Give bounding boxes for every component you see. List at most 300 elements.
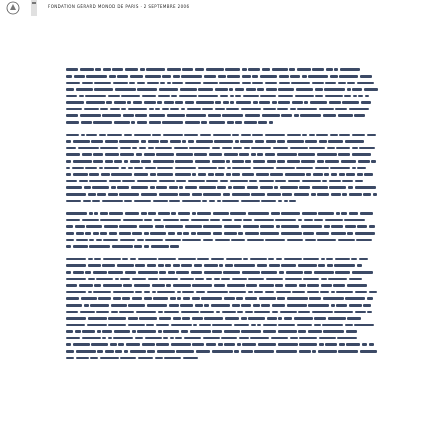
text-word (189, 147, 210, 150)
text-word (66, 75, 72, 78)
text-word (120, 147, 131, 150)
text-word (145, 337, 162, 340)
text-word (360, 75, 372, 78)
text-word (245, 311, 253, 314)
text-word (331, 232, 346, 235)
text-word (229, 88, 233, 91)
text-word (106, 101, 112, 104)
text-word (334, 68, 338, 71)
text-word (345, 140, 364, 143)
text-word (258, 121, 267, 124)
text-word (159, 271, 166, 274)
text-word (279, 75, 289, 78)
text-word (233, 186, 245, 189)
text-word (160, 140, 168, 143)
text-word (157, 350, 175, 353)
text-word (247, 239, 264, 242)
text-word (284, 200, 288, 203)
text-word (183, 232, 189, 235)
text-word (241, 108, 261, 111)
text-word (319, 343, 324, 346)
text-word (66, 173, 71, 176)
text-word (259, 284, 274, 287)
text-word (146, 324, 154, 327)
text-word (73, 173, 88, 176)
text-word (204, 264, 218, 267)
text-word (349, 193, 362, 196)
text-word (298, 311, 310, 314)
text-word (130, 258, 136, 261)
text-word (221, 337, 237, 340)
text-line (66, 231, 380, 238)
text-word (352, 134, 365, 137)
text-line (66, 146, 380, 153)
text-word (74, 75, 85, 78)
text-word (314, 324, 321, 327)
text-word (319, 140, 327, 143)
text-word (76, 232, 84, 235)
text-word (369, 225, 375, 228)
text-word (245, 232, 259, 235)
text-word (216, 311, 220, 314)
text-word (302, 212, 317, 215)
text-word (111, 173, 132, 176)
text-word (182, 140, 186, 143)
text-word (290, 337, 298, 340)
text-word (346, 330, 357, 333)
text-word (137, 82, 145, 85)
text-word (112, 245, 133, 248)
text-word (108, 324, 126, 327)
text-word (232, 160, 244, 163)
text-word (125, 271, 136, 274)
text-word (195, 160, 210, 163)
text-word (234, 350, 239, 353)
text-word (267, 160, 276, 163)
text-word (224, 343, 235, 346)
text-word (312, 68, 324, 71)
text-word (312, 311, 333, 314)
text-word (153, 297, 168, 300)
text-word (100, 357, 119, 360)
text-word (278, 330, 297, 333)
text-word (271, 337, 288, 340)
text-word (112, 68, 123, 71)
text-word (145, 167, 156, 170)
text-word (138, 258, 157, 261)
text-word (80, 68, 94, 71)
text-word (326, 68, 333, 71)
text-line (66, 107, 380, 114)
text-line (66, 289, 380, 296)
text-word (285, 284, 297, 287)
text-word (100, 232, 107, 235)
text-word (281, 212, 300, 215)
text-word (117, 186, 129, 189)
text-line (66, 217, 380, 224)
text-word (338, 82, 346, 85)
text-line (66, 165, 380, 172)
text-word (303, 232, 314, 235)
text-word (290, 75, 300, 78)
text-word (128, 304, 145, 307)
text-word (222, 311, 236, 314)
text-word (157, 291, 175, 294)
text-word (66, 225, 73, 228)
text-word (213, 232, 222, 235)
text-word (243, 258, 248, 261)
text-word (316, 134, 328, 137)
text-word (109, 232, 117, 235)
text-word (227, 75, 240, 78)
text-word (209, 121, 225, 124)
text-word (327, 147, 335, 150)
text-word (284, 317, 292, 320)
text-word (348, 186, 353, 189)
text-word (91, 343, 108, 346)
text-word (310, 101, 327, 104)
text-word (196, 291, 205, 294)
text-word (201, 297, 222, 300)
text-word (66, 153, 80, 156)
text-word (357, 167, 366, 170)
text-word (200, 134, 211, 137)
text-word (90, 304, 109, 307)
text-word (113, 82, 128, 85)
text-word (252, 75, 258, 78)
text-word (209, 153, 222, 156)
text-word (188, 140, 194, 143)
text-line (66, 244, 380, 251)
text-word (66, 258, 86, 261)
text-word (301, 225, 322, 228)
text-word (198, 173, 206, 176)
text-word (134, 200, 151, 203)
text-word (135, 264, 145, 267)
text-word (124, 350, 128, 353)
text-word (325, 82, 336, 85)
text-line (66, 256, 380, 263)
text-word (177, 232, 182, 235)
text-word (371, 160, 376, 163)
text-word (234, 264, 255, 267)
text-word (206, 68, 224, 71)
text-word (76, 357, 89, 360)
text-word (223, 271, 240, 274)
text-word (81, 121, 92, 124)
text-word (274, 186, 278, 189)
text-word (250, 258, 267, 261)
text-word (73, 245, 88, 248)
text-word (163, 134, 183, 137)
text-word (85, 167, 97, 170)
text-word (224, 232, 237, 235)
text-word (203, 225, 222, 228)
text-word (192, 212, 196, 215)
text-word (108, 95, 120, 98)
text-word (331, 173, 337, 176)
text-word (234, 219, 242, 222)
text-word (88, 291, 92, 294)
text-word (215, 101, 221, 104)
text-word (338, 350, 358, 353)
text-word (339, 134, 350, 137)
text-line (66, 270, 380, 277)
text-word (342, 193, 347, 196)
text-word (78, 147, 99, 150)
text-word (144, 297, 152, 300)
text-word (245, 297, 257, 300)
text-word (176, 271, 189, 274)
text-word (222, 219, 232, 222)
text-word (257, 88, 264, 91)
text-word (291, 82, 310, 85)
text-line (66, 139, 380, 146)
text-word (338, 114, 353, 117)
text-word (279, 271, 284, 274)
text-word (159, 317, 171, 320)
text-word (182, 200, 201, 203)
text-word (265, 239, 285, 242)
text-word (278, 343, 298, 346)
text-word (325, 343, 337, 346)
text-word (245, 114, 260, 117)
text-word (344, 219, 365, 222)
text-word (147, 82, 159, 85)
text-word (92, 186, 109, 189)
text-word (335, 258, 350, 261)
text-word (363, 304, 371, 307)
text-word (82, 337, 101, 340)
text-word (194, 264, 202, 267)
text-word (86, 134, 97, 137)
text-word (145, 239, 163, 242)
text-word (294, 114, 299, 117)
text-word (114, 101, 126, 104)
text-word (215, 239, 230, 242)
text-word (326, 258, 333, 261)
text-word (115, 350, 122, 353)
text-word (252, 82, 263, 85)
text-word (175, 167, 196, 170)
text-word (253, 160, 265, 163)
text-word (357, 173, 363, 176)
text-word (85, 95, 106, 98)
text-word (226, 160, 230, 163)
text-word (296, 88, 313, 91)
text-word (304, 271, 312, 274)
text-word (305, 239, 316, 242)
text-word (147, 350, 155, 353)
text-word (307, 291, 319, 294)
text-word (259, 101, 270, 104)
text-word (131, 186, 148, 189)
text-word (267, 317, 277, 320)
text-word (103, 284, 122, 287)
text-word (251, 147, 271, 150)
text-word (117, 264, 134, 267)
text-line (66, 296, 380, 303)
text-word (287, 160, 300, 163)
text-word (347, 232, 353, 235)
text-word (220, 180, 228, 183)
text-word (96, 311, 109, 314)
text-word (158, 258, 176, 261)
text-word (148, 147, 154, 150)
text-word (236, 297, 243, 300)
text-word (225, 317, 239, 320)
text-word (238, 232, 243, 235)
text-word (275, 284, 283, 287)
text-word (349, 212, 358, 215)
text-word (124, 134, 132, 137)
text-word (318, 212, 334, 215)
text-word (319, 108, 334, 111)
text-word (127, 101, 131, 104)
text-word (241, 330, 261, 333)
text-word (203, 82, 218, 85)
text-word (365, 95, 369, 98)
text-word (269, 121, 273, 124)
text-word (218, 343, 223, 346)
text-word (66, 337, 80, 340)
text-word (232, 304, 240, 307)
fold-mark-icon (32, 2, 36, 4)
text-word (92, 200, 100, 203)
text-word (139, 225, 153, 228)
text-word (66, 232, 74, 235)
text-word (130, 75, 143, 78)
text-word (211, 258, 224, 261)
text-word (212, 147, 220, 150)
text-word (318, 264, 325, 267)
text-word (220, 95, 228, 98)
text-word (230, 212, 246, 215)
text-word (84, 304, 89, 307)
text-word (281, 232, 302, 235)
text-word (226, 258, 242, 261)
text-word (342, 180, 353, 183)
text-word (132, 278, 146, 281)
text-word (109, 180, 121, 183)
text-word (196, 101, 214, 104)
text-word (93, 232, 99, 235)
text-word (285, 278, 302, 281)
text-word (156, 343, 169, 346)
text-word (308, 330, 322, 333)
text-word (171, 343, 191, 346)
text-word (167, 82, 171, 85)
text-word (195, 304, 203, 307)
text-word (119, 311, 134, 314)
text-word (212, 324, 232, 327)
text-word (167, 68, 181, 71)
text-word (352, 167, 356, 170)
text-word (257, 324, 261, 327)
text-word (209, 200, 215, 203)
text-word (149, 114, 165, 117)
text-word (96, 239, 102, 242)
text-word (303, 258, 319, 261)
document-body (66, 67, 380, 368)
text-word (235, 121, 242, 124)
text-word (155, 147, 172, 150)
text-word (338, 239, 355, 242)
text-word (163, 330, 179, 333)
text-word (329, 180, 341, 183)
text-word (241, 134, 251, 137)
paragraph-2 (66, 132, 380, 205)
text-word (328, 140, 343, 143)
text-word (364, 173, 373, 176)
text-word (177, 291, 181, 294)
text-word (88, 317, 107, 320)
text-word (73, 343, 90, 346)
text-word (212, 350, 233, 353)
text-word (183, 297, 190, 300)
text-word (260, 75, 277, 78)
text-word (338, 153, 350, 156)
text-word (121, 167, 126, 170)
text-word (208, 173, 214, 176)
text-word (76, 88, 93, 91)
text-word (235, 140, 239, 143)
text-word (66, 239, 74, 242)
text-word (165, 225, 183, 228)
text-word (304, 101, 308, 104)
text-word (198, 95, 218, 98)
text-word (204, 271, 222, 274)
text-word (303, 278, 319, 281)
text-word (230, 101, 234, 104)
text-word (119, 193, 139, 196)
text-word (298, 153, 315, 156)
text-word (109, 75, 116, 78)
text-word (66, 317, 86, 320)
text-word (99, 167, 103, 170)
text-word (142, 95, 156, 98)
text-word (251, 324, 256, 327)
text-word (190, 330, 211, 333)
text-word (242, 173, 254, 176)
text-word (345, 297, 365, 300)
text-word (148, 212, 156, 215)
text-word (248, 317, 265, 320)
text-line (66, 80, 380, 87)
text-word (272, 304, 285, 307)
text-word (83, 200, 91, 203)
text-word (79, 95, 84, 98)
text-word (335, 271, 350, 274)
text-word (75, 225, 85, 228)
text-word (66, 350, 74, 353)
text-word (253, 304, 260, 307)
text-word (324, 173, 329, 176)
text-word (241, 350, 253, 353)
text-word (204, 317, 223, 320)
text-word (299, 186, 310, 189)
text-word (367, 134, 376, 137)
text-word (267, 193, 281, 196)
text-word (129, 82, 135, 85)
text-word (297, 108, 317, 111)
text-word (364, 88, 378, 91)
text-line (66, 120, 380, 127)
text-word (346, 173, 355, 176)
text-word (317, 193, 329, 196)
text-word (215, 88, 228, 91)
text-word (66, 134, 79, 137)
